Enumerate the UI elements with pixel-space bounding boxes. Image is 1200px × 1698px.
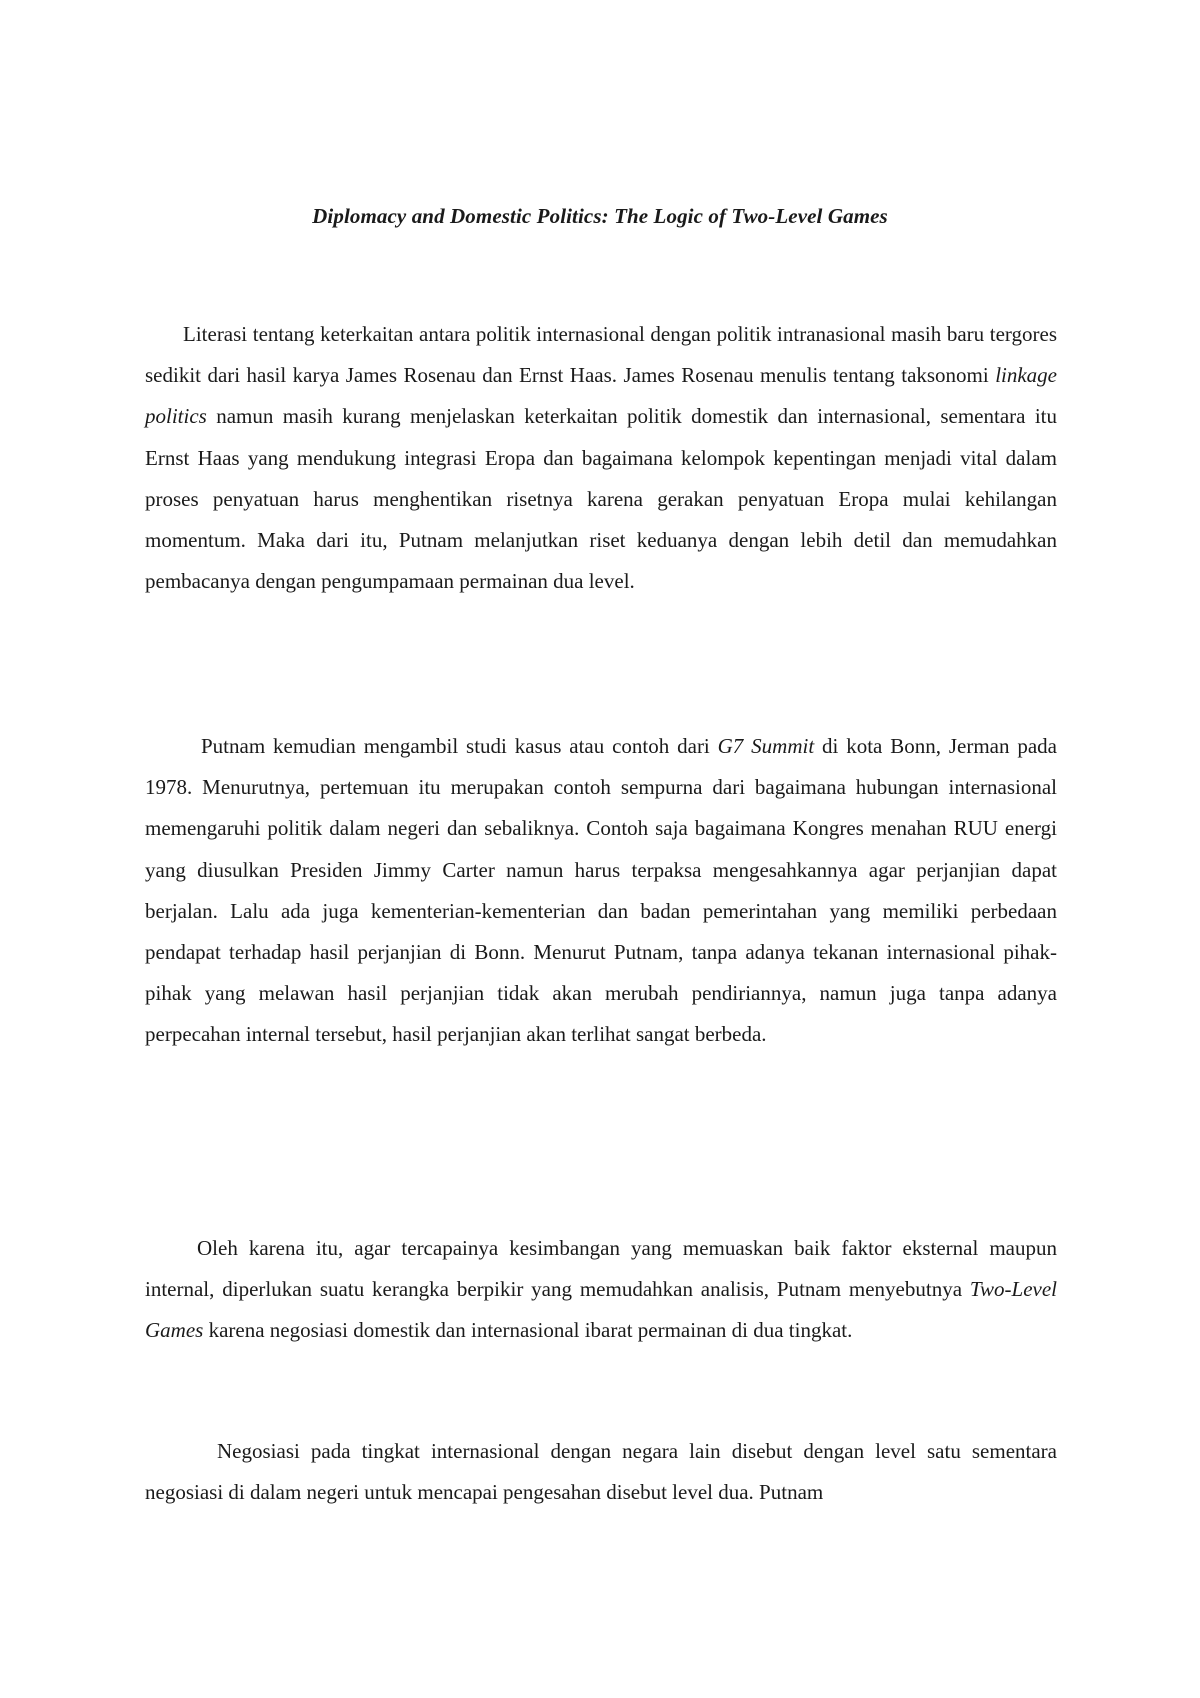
paragraph-3: [145, 1228, 1057, 1352]
paragraph-3-text-end: karena negosiasi domestik dan internasional ibarat permainan di dua tingkat.: [203, 1318, 853, 1343]
paragraph-1-text-end: namun masih kurang menjelaskan keterkaitan politik domestik dan internasional, sementara itu Ernst Haas yang mendukung integrasi Eropa dan bagaimana kelompok kepentingan menjadi vital dalam proses penyatuan harus menghentikan risetnya karena gerakan penyatuan Eropa mulai kehilangan momentum. Maka dari itu, Putnam melanjutkan riset keduanya dengan lebih detil dan memudahkan pembacanya dengan pengumpamaan permainan dua level.: [145, 404, 1057, 594]
paragraph-4-text-start: Negosiasi pada tingkat internasional dengan negara lain disebut dengan level satu sementara negosiasi di dalam negeri untuk mencapai pengesahan disebut level dua. Putnam: [145, 1439, 1057, 1505]
paragraph-2-text-end: di kota Bonn, Jerman pada 1978. Menurutnya, pertemuan itu merupakan contoh sempurna dari bagaimana hubungan internasional memengaruhi politik dalam negeri dan sebaliknya. Contoh saja bagaimana Kongres menahan RUU energi yang diusulkan Presiden Jimmy Carter namun harus terpaksa mengesahkannya agar perjanjian dapat berjalan. Lalu ada juga kementerian-kementerian dan badan pemerintahan yang memiliki perbedaan pendapat terhadap hasil perjanjian di Bonn. Menurut Putnam, tanpa adanya tekanan internasional pihak-pihak yang melawan hasil perjanjian tidak akan merubah pendiriannya, namun juga tanpa adanya perpecahan internal tersebut, hasil perjanjian akan terlihat sangat berbeda.: [145, 734, 1058, 1047]
paragraph-3-emphasis: Two-Level Games: [145, 1277, 1057, 1343]
paragraph-2: [145, 726, 1057, 1056]
paragraph-2-text-start: Putnam kemudian mengambil studi kasus atau contoh dari: [201, 734, 718, 758]
paragraph-2-emphasis: G7 Summit: [717, 734, 815, 758]
paragraph-4: [145, 1431, 1057, 1513]
paragraph-3-text-start: Oleh karena itu, agar tercapainya kesimbangan yang memuaskan baik faktor eksternal maupun internal, diperlukan suatu kerangka berpikir yang memudahkan analisis, Putnam menyebutnya: [145, 1236, 1057, 1302]
document-title: Diplomacy and Domestic Politics: The Logic of Two-Level Games: [312, 204, 888, 228]
paragraph-1-emphasis: linkage politics: [145, 363, 1057, 429]
paragraph-1: [145, 314, 1057, 602]
paragraph-1-text-start: Literasi tentang keterkaitan antara politik internasional dengan politik intranasional masih baru tergores sedikit dari hasil karya James Rosenau dan Ernst Haas. James Rosenau menulis tentang taksonomi: [145, 322, 1057, 388]
